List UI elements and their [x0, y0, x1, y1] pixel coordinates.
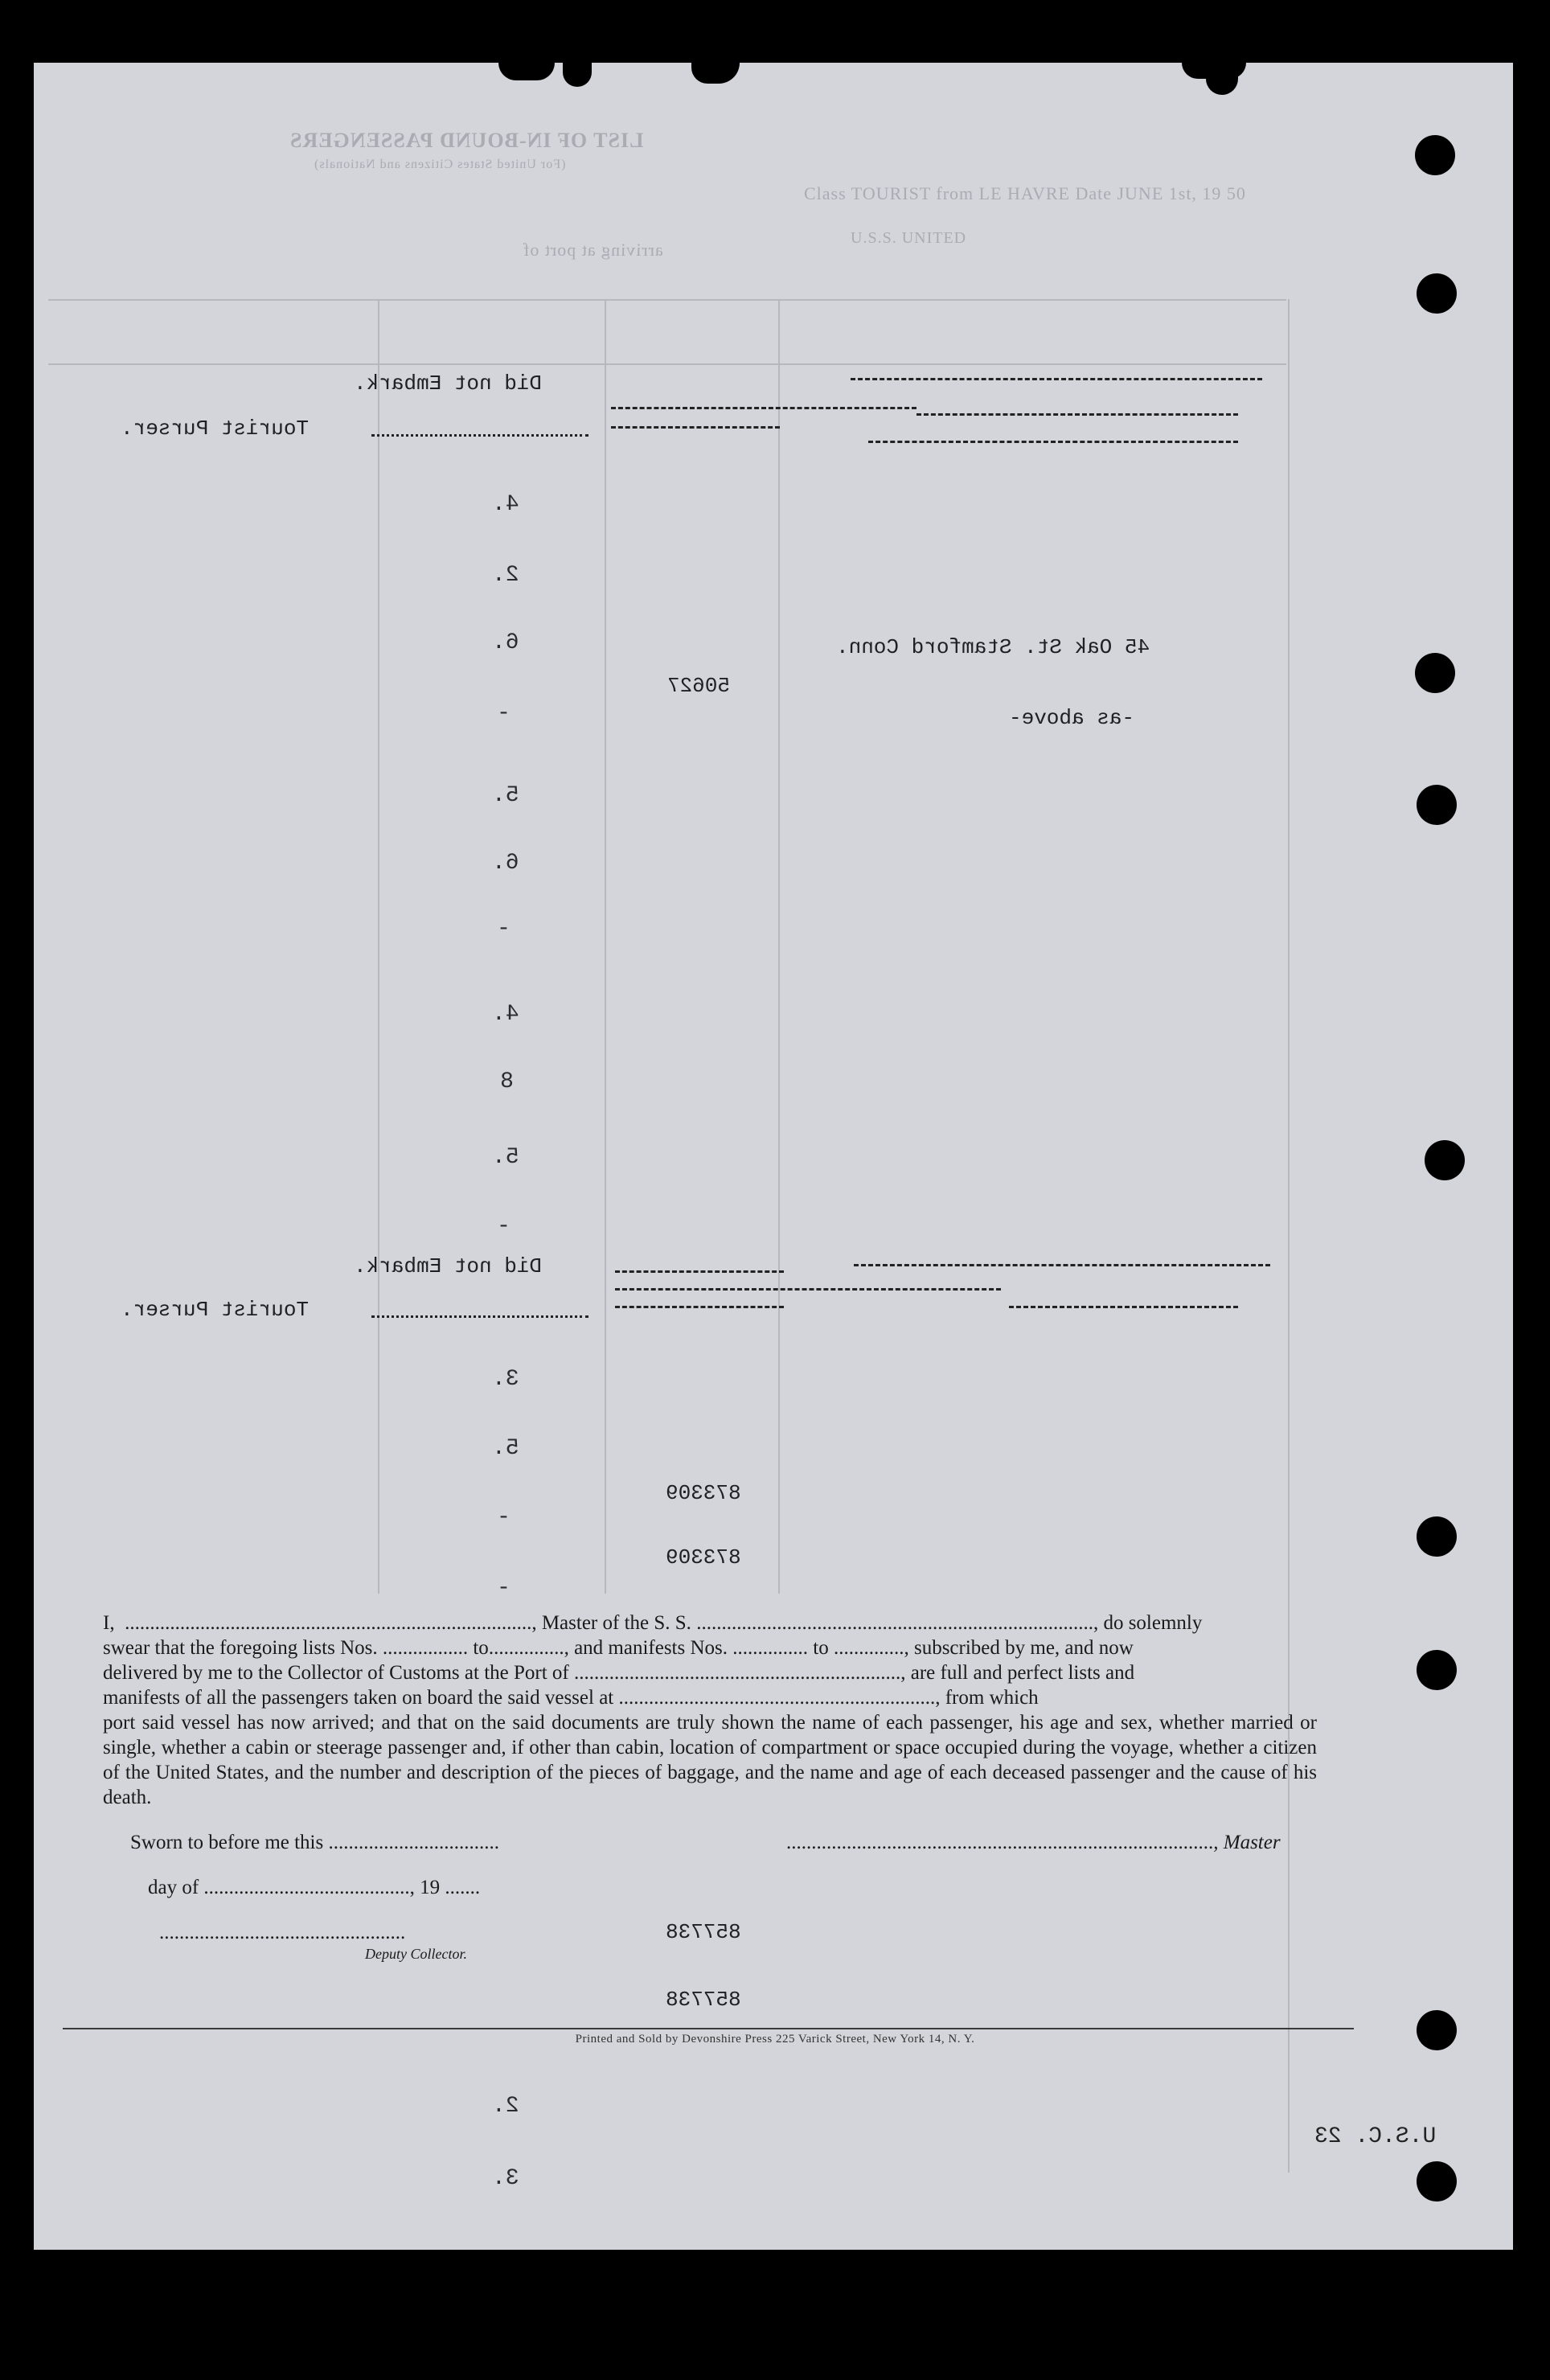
row-digit: 5.	[492, 783, 519, 808]
punch-hole	[1417, 785, 1457, 825]
leader-dots	[371, 1315, 588, 1318]
did-not-embark-note-2: Did not Embark.	[354, 1254, 543, 1278]
row-digit: -	[497, 701, 511, 726]
punch-hole	[1425, 1140, 1465, 1180]
form-number: U.S.C. 23	[1314, 2124, 1437, 2149]
punch-hole	[1417, 2161, 1457, 2202]
number-873309-b: 873309	[666, 1545, 741, 1570]
fill-line-list-from: .................	[382, 1637, 469, 1659]
strike-line	[868, 441, 1238, 443]
row-digit: -	[497, 1214, 511, 1239]
table-rule	[48, 363, 1286, 365]
oath-text: , from which	[935, 1687, 1039, 1709]
row-digit: 4.	[492, 492, 519, 517]
punch-hole	[1417, 1516, 1457, 1557]
table-rule	[605, 299, 606, 1594]
printer-imprint: Printed and Sold by Devonshire Press 225 Varick Street, New York 14, N. Y.	[575, 2033, 975, 2046]
faint-header-line3: U.S.S. UNITED	[851, 229, 967, 247]
number-50627: 50627	[667, 674, 731, 698]
strike-line	[615, 1306, 784, 1308]
did-not-embark-note-1: Did not Embark.	[354, 371, 543, 396]
tourist-purser-note-2: Tourist Purser.	[121, 1298, 310, 1322]
strike-line	[1009, 1306, 1238, 1308]
row-digit: 6.	[492, 630, 519, 655]
number-857738-b: 857738	[666, 1988, 741, 2012]
oath-text: I,	[103, 1612, 115, 1634]
day-of-line: day of ........................................., 19 .......	[148, 1877, 481, 1898]
number-857738-a: 857738	[666, 1920, 741, 1944]
strike-line	[916, 413, 1238, 416]
punch-hole	[1415, 135, 1455, 175]
row-digit: 3.	[492, 2166, 519, 2191]
table-rule	[778, 299, 780, 1594]
fill-line-list-to: ...............	[488, 1637, 564, 1659]
row-digit: -	[497, 1505, 511, 1530]
row-digit: 5.	[492, 1436, 519, 1461]
fill-line-ship-name: ...............................................................................	[696, 1612, 1093, 1634]
row-digit: 5.	[492, 1145, 519, 1170]
deputy-collector-label: Deputy Collector.	[365, 1946, 467, 1962]
faint-header-title: LIST OF IN-BOUND PASSENGERS	[289, 129, 644, 152]
oath-text: manifests of all the passengers taken on board the said vessel at	[103, 1687, 614, 1709]
faint-header-line2: arriving at port of	[523, 240, 663, 260]
as-above-note: -as above-	[1009, 706, 1135, 730]
sworn-label: Sworn to before me this ..................................	[130, 1832, 499, 1853]
strike-line	[611, 407, 916, 409]
row-digit: 6.	[492, 851, 519, 876]
footer-rule	[63, 2028, 1354, 2029]
table-rule	[48, 299, 1286, 301]
master-signature-line: ....................................................................................., Master	[786, 1832, 1281, 1853]
table-rule	[378, 299, 379, 1594]
table-rule	[1288, 299, 1290, 2173]
row-digit: -	[497, 917, 511, 942]
strike-line	[854, 1264, 1270, 1266]
row-digit: 3.	[492, 1367, 519, 1392]
torn-edge	[1206, 63, 1238, 95]
torn-edge	[498, 63, 555, 80]
row-digit: 4.	[492, 1002, 519, 1027]
oath-text: , Master of the S. S.	[531, 1612, 691, 1634]
row-digit: 2.	[492, 563, 519, 588]
tourist-purser-note-1: Tourist Purser.	[121, 416, 310, 441]
oath-text: , subscribed by me, and now	[904, 1637, 1134, 1659]
row-digit: -	[497, 1576, 511, 1601]
leader-dots	[371, 434, 588, 437]
number-873309-a: 873309	[666, 1481, 741, 1505]
oath-text: delivered by me to the Collector of Customs at the Port of	[103, 1662, 569, 1684]
oath-text: port said vessel has now arrived; and that on the said documents are truly shown the name of each passenger, his age and sex, whether married or single, whether a cabin or steerage passenger and, if other than cabin, location of compartment or space occupied during the voyage, whether a citizen of the United States, and the number and description of the pieces of baggage, and the name and age of each deceased passenger and the cause of his death.	[103, 1712, 1317, 1808]
fill-line-manifest-from: ...............	[732, 1637, 809, 1659]
oath-text: swear that the foregoing lists Nos.	[103, 1637, 378, 1659]
strike-line	[615, 1270, 784, 1273]
oath-text: , are full and perfect lists and	[900, 1662, 1135, 1684]
fill-line-port: .................................................................	[574, 1662, 901, 1684]
fill-line-departure-port: ...............................................................	[618, 1687, 936, 1709]
fill-line-manifest-to: ..............	[833, 1637, 904, 1659]
deputy-signature-line: .................................................	[159, 1922, 406, 1943]
fill-line-master-name: .................................................................................	[119, 1612, 532, 1634]
faint-header-line1: Class TOURIST from LE HAVRE Date JUNE 1st, 19 50	[804, 183, 1246, 203]
punch-hole	[1417, 273, 1457, 314]
strike-line	[611, 426, 780, 429]
row-digit: 8	[500, 1069, 514, 1094]
row-digit: 2.	[492, 2094, 519, 2119]
oath-text: , and manifests Nos.	[564, 1637, 728, 1659]
oath-text: , do solemnly	[1093, 1612, 1203, 1634]
oath-text: to	[813, 1637, 829, 1659]
master-oath-paragraph	[103, 1611, 1317, 1810]
punch-hole	[1417, 1650, 1457, 1690]
address-note: 45 Oak St. Stamford Conn.	[836, 635, 1150, 659]
oath-text: to	[473, 1637, 489, 1659]
strike-line	[615, 1288, 1001, 1291]
punch-hole	[1415, 653, 1455, 693]
faint-header-subtitle: (For United States Citizens and Nationals)	[314, 158, 566, 171]
strike-line	[851, 378, 1262, 380]
